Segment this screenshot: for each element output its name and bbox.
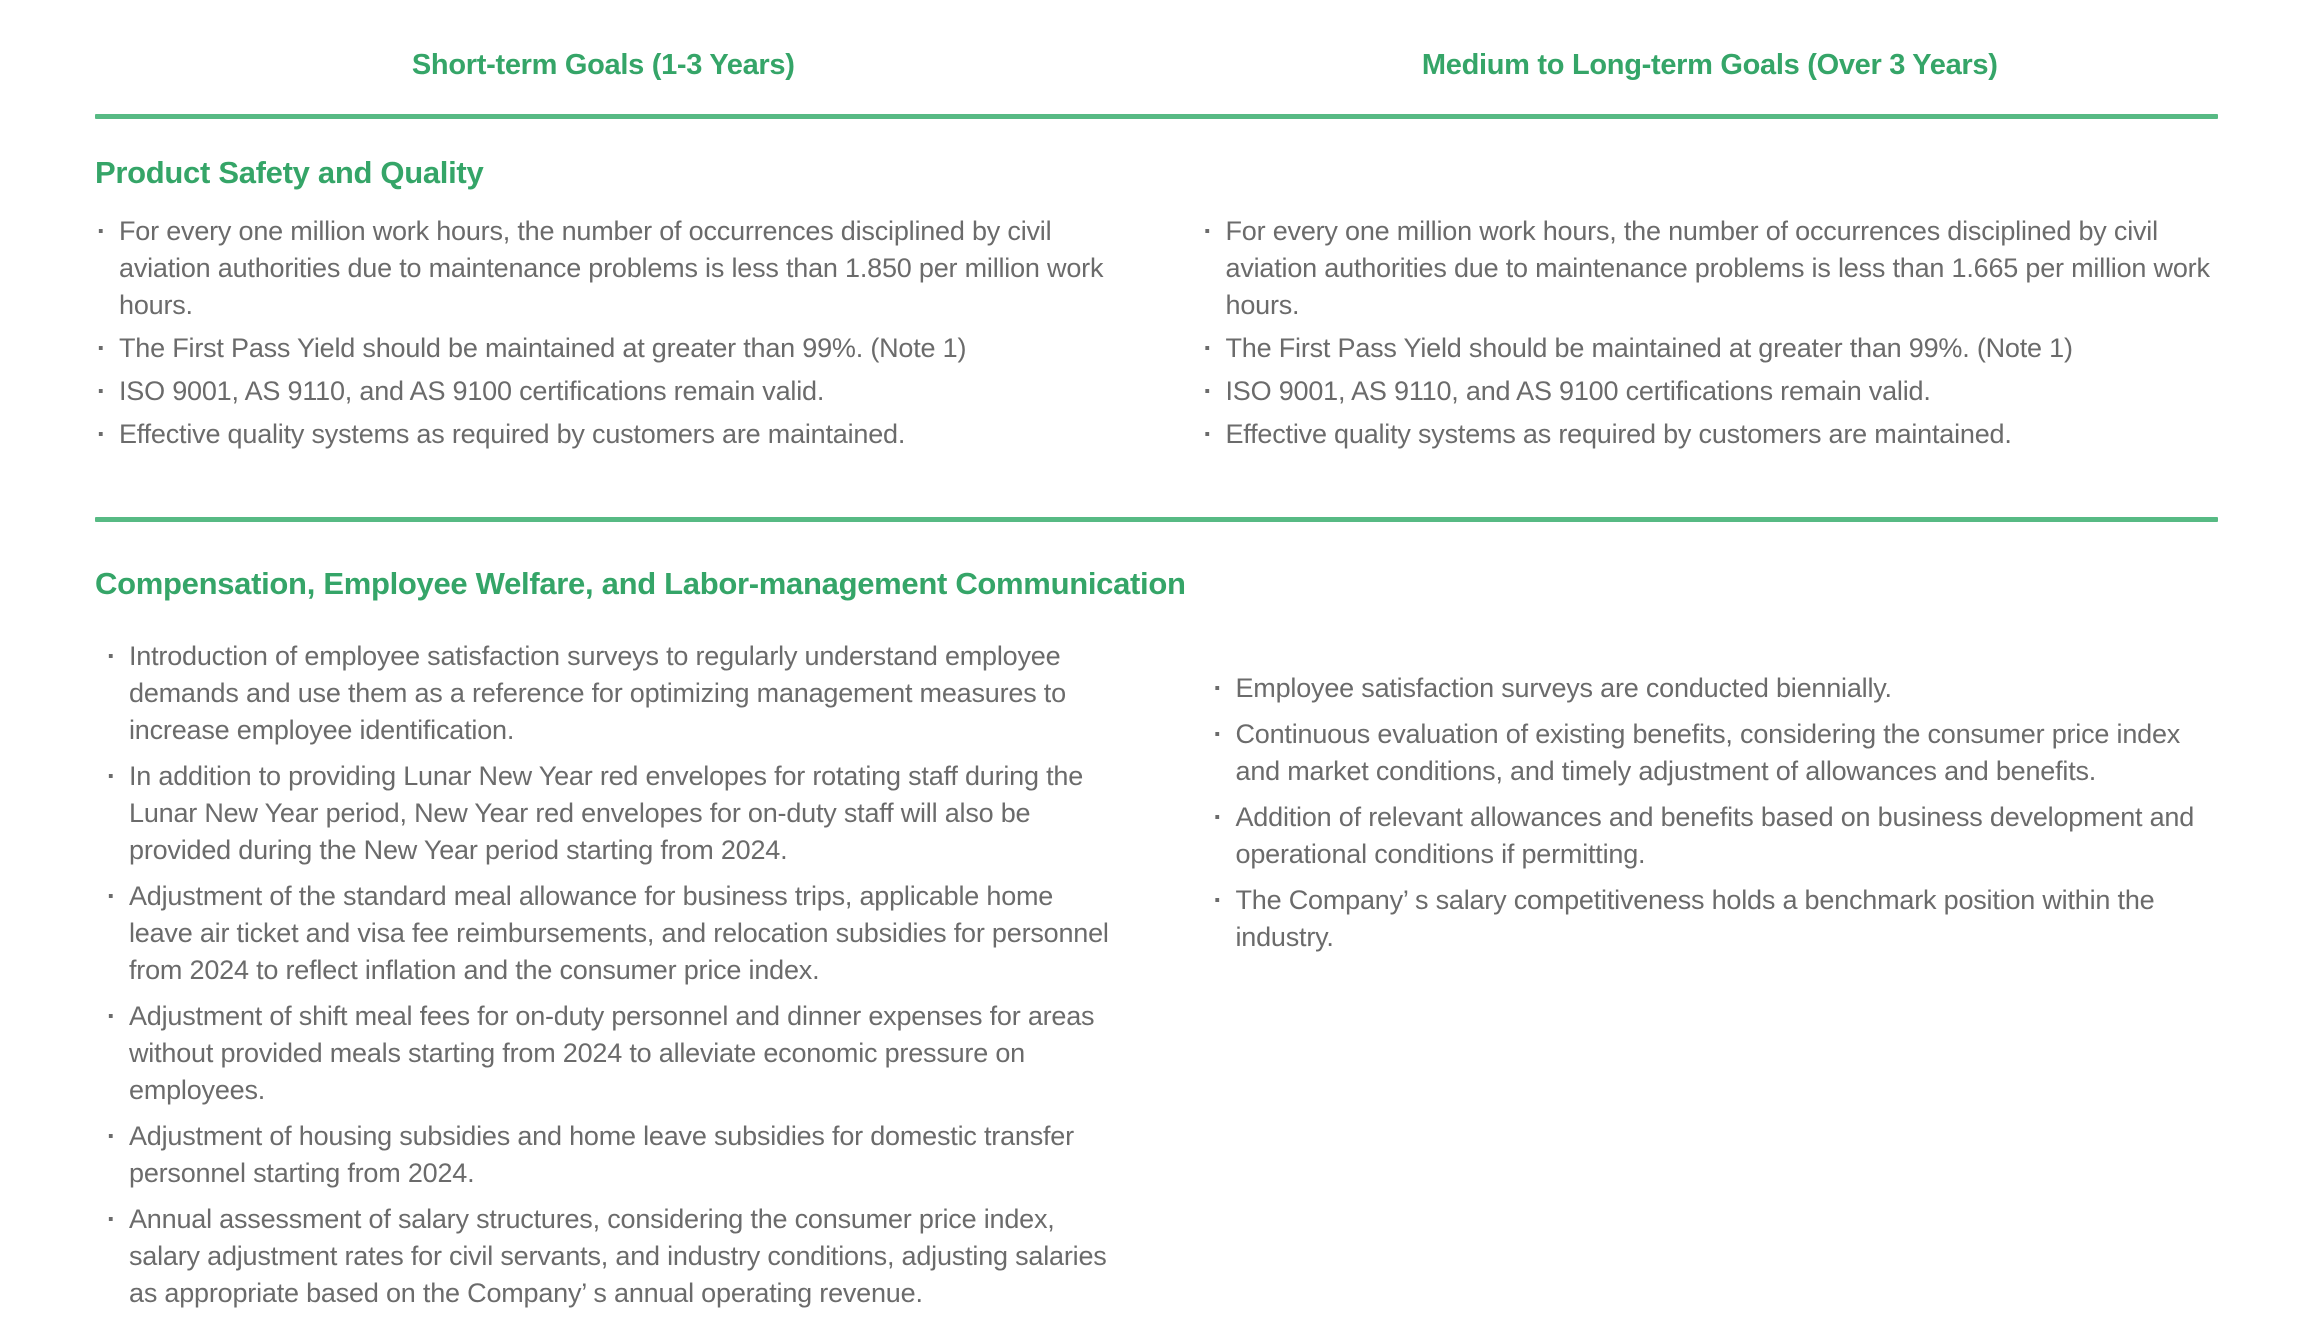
bullet-text: In addition to providing Lunar New Year red envelopes for rotating staff during the Lunar New Year period, New Year red envelopes for on-duty staff will also be provided during the New Year period starting from 2024. — [129, 761, 1084, 865]
bullet-icon: · — [1203, 216, 1213, 246]
bullet-item — [105, 878, 1112, 989]
bullet-icon: · — [107, 1121, 116, 1151]
bullet-text: For every one million work hours, the number of occurrences disciplined by civil aviation authorities due to maintenance problems is less than 1.850 per million work hours. — [119, 216, 1104, 320]
bullet-icon: · — [1203, 376, 1213, 406]
bullet-text: ISO 9001, AS 9110, and AS 9100 certifications remain valid. — [1225, 376, 1931, 406]
bullet-icon: · — [97, 376, 106, 406]
bullet-item — [1212, 882, 2219, 956]
bullet-text: ISO 9001, AS 9110, and AS 9100 certifications remain valid. — [119, 376, 825, 406]
section-divider-line — [95, 517, 2218, 522]
short-term-bullet-list — [95, 638, 1112, 1321]
bullet-icon: · — [97, 419, 106, 449]
section-columns — [95, 213, 2218, 459]
bullet-icon: · — [1213, 719, 1223, 749]
section-product-safety-and-quality — [95, 155, 2218, 485]
long-term-bullet-list — [1202, 670, 2219, 965]
bullet-item — [95, 416, 1112, 453]
bullet-text: Effective quality systems as required by customers are maintained. — [1225, 419, 2012, 449]
bullet-item — [1212, 799, 2219, 873]
section-title-compensation: Compensation, Employee Welfare, and Labor-management Communication — [95, 566, 1186, 601]
section-title-product-safety: Product Safety and Quality — [95, 155, 484, 190]
bullet-text: Continuous evaluation of existing benefits, considering the consumer price index and market conditions, and timely adjustment of allowances and benefits. — [1235, 719, 2181, 786]
bullet-item — [1212, 716, 2219, 790]
bullet-item — [1202, 330, 2219, 367]
bullet-icon: · — [1203, 333, 1213, 363]
bullet-text: Employee satisfaction surveys are conducted biennially. — [1235, 673, 1892, 703]
bullet-item — [105, 1201, 1112, 1312]
bullet-item — [95, 373, 1112, 410]
bullet-icon: · — [107, 881, 116, 911]
section-compensation-welfare-communication — [95, 566, 2218, 1321]
short-term-bullet-list — [95, 213, 1112, 459]
bullet-text: The First Pass Yield should be maintained at greater than 99%. (Note 1) — [1225, 333, 2073, 363]
bullet-item — [95, 213, 1112, 324]
column-header-long-term: Medium to Long-term Goals (Over 3 Years) — [1421, 49, 1998, 81]
bullet-icon: · — [97, 333, 106, 363]
bullet-icon: · — [107, 1001, 116, 1031]
section-columns — [95, 638, 2218, 1321]
header-divider-line — [95, 114, 2218, 119]
bullet-text: The First Pass Yield should be maintained at greater than 99%. (Note 1) — [119, 333, 967, 363]
bullet-item — [105, 638, 1112, 749]
bullet-icon: · — [107, 761, 116, 791]
column-header-short-term: Short-term Goals (1-3 Years) — [411, 49, 795, 81]
long-term-bullet-list — [1202, 213, 2219, 459]
bullet-text: Adjustment of the standard meal allowance for business trips, applicable home leave air ticket and visa fee reimbursements, and relocation subsidies for personnel from 2024 to reflect inflation and the consumer price index. — [129, 881, 1109, 985]
bullet-icon: · — [107, 1204, 116, 1234]
bullet-item — [105, 1118, 1112, 1192]
bullet-icon: · — [97, 216, 106, 246]
bullet-text: The Company’ s salary competitiveness holds a benchmark position within the industry. — [1235, 885, 2155, 952]
bullet-icon: · — [1203, 419, 1213, 449]
bullet-icon: · — [1213, 885, 1223, 915]
bullet-item — [105, 998, 1112, 1109]
bullet-item — [1202, 373, 2219, 410]
bullet-text: Addition of relevant allowances and benefits based on business development and operational conditions if permitting. — [1235, 802, 2195, 869]
bullet-item — [1202, 416, 2219, 453]
bullet-text: Effective quality systems as required by customers are maintained. — [119, 419, 906, 449]
bullet-text: Annual assessment of salary structures, considering the consumer price index, salary adjustment rates for civil servants, and industry conditions, adjusting salaries as appropriate based on the Company’ s annual operating revenue. — [129, 1204, 1107, 1308]
bullet-text: For every one million work hours, the number of occurrences disciplined by civil aviation authorities due to maintenance problems is less than 1.665 per million work hours. — [1225, 216, 2210, 320]
bullet-icon: · — [1213, 673, 1223, 703]
bullet-item — [1212, 670, 2219, 707]
table-header-row — [95, 48, 2218, 82]
bullet-item — [105, 758, 1112, 869]
bullet-text: Adjustment of shift meal fees for on-duty personnel and dinner expenses for areas without provided meals starting from 2024 to alleviate economic pressure on employees. — [129, 1001, 1095, 1105]
bullet-item — [95, 330, 1112, 367]
bullet-text: Adjustment of housing subsidies and home leave subsidies for domestic transfer personnel starting from 2024. — [129, 1121, 1074, 1188]
bullet-icon: · — [107, 641, 116, 671]
bullet-icon: · — [1213, 802, 1223, 832]
bullet-text: Introduction of employee satisfaction surveys to regularly understand employee demands and use them as a reference for optimizing management measures to increase employee identification. — [129, 641, 1066, 745]
bullet-item — [1202, 213, 2219, 324]
